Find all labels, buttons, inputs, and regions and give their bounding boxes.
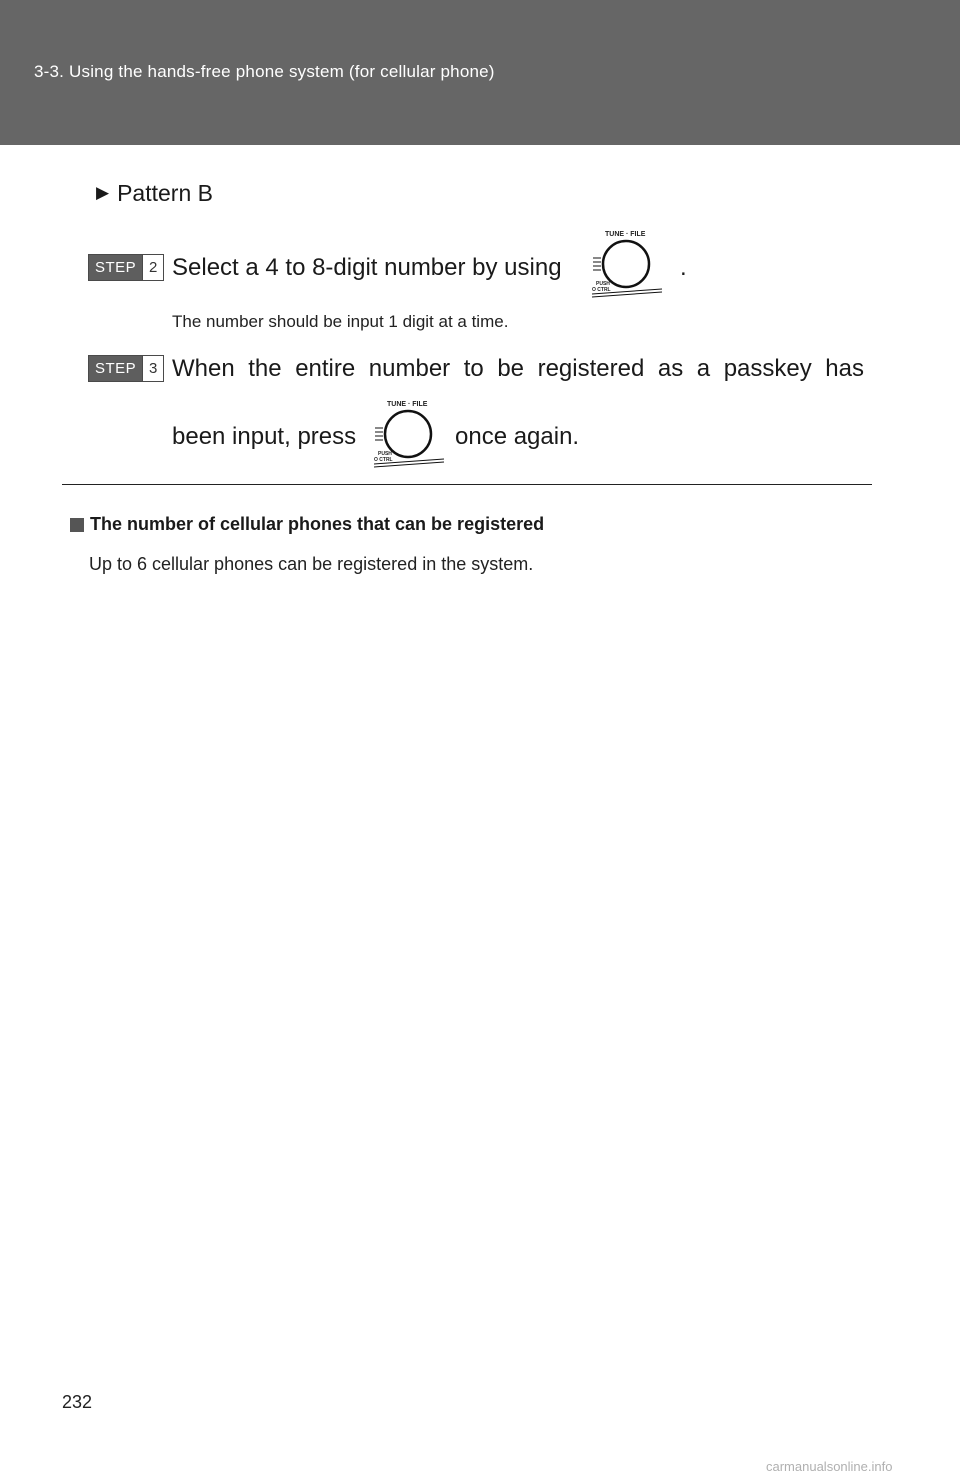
step-badge <box>88 355 164 382</box>
knob-ctrl-label: O CTRL <box>374 457 393 463</box>
watermark: carmanualsonline.info <box>766 1459 893 1474</box>
page-number: 232 <box>62 1392 93 1412</box>
pattern-heading <box>96 180 213 207</box>
info-heading-text: The number of cellular phones that can be registered <box>90 514 545 534</box>
step-2-note: The number should be input 1 digit at a time. <box>172 312 509 331</box>
square-bullet-icon <box>70 518 84 532</box>
knob-push-label: PUSH <box>378 451 392 457</box>
step-2-text: Select a 4 to 8-digit number by using <box>172 254 562 281</box>
knob-top-label: TUNE · FILE <box>605 231 646 238</box>
step-2-period: . <box>680 254 687 281</box>
knob-push-label: PUSH <box>596 281 610 287</box>
step-3-text-line-1: When the entire number to be registered as a passkey has <box>172 355 864 382</box>
knob-ctrl-label: O CTRL <box>592 287 611 293</box>
step-badge-number: 2 <box>142 255 163 280</box>
right-triangle-icon: ▶ <box>96 182 110 202</box>
step-3-text-line-2-end: once again. <box>455 423 580 450</box>
tune-file-knob-icon <box>590 226 670 300</box>
step-badge-label: STEP <box>89 356 142 381</box>
section-divider <box>62 484 872 485</box>
step-badge <box>88 254 164 281</box>
section-title: 3-3. Using the hands-free phone system (for cellular phone) <box>34 62 495 81</box>
pattern-label: Pattern B <box>117 180 213 206</box>
info-heading <box>70 514 544 535</box>
step-badge-label: STEP <box>89 255 142 280</box>
step-3-text-line-2: been input, press <box>172 423 357 450</box>
knob-top-label: TUNE · FILE <box>387 401 428 408</box>
info-body: Up to 6 cellular phones can be registered in the system. <box>89 554 534 574</box>
page-header <box>0 0 960 145</box>
tune-file-knob-icon <box>372 396 452 470</box>
step-badge-number: 3 <box>142 356 163 381</box>
